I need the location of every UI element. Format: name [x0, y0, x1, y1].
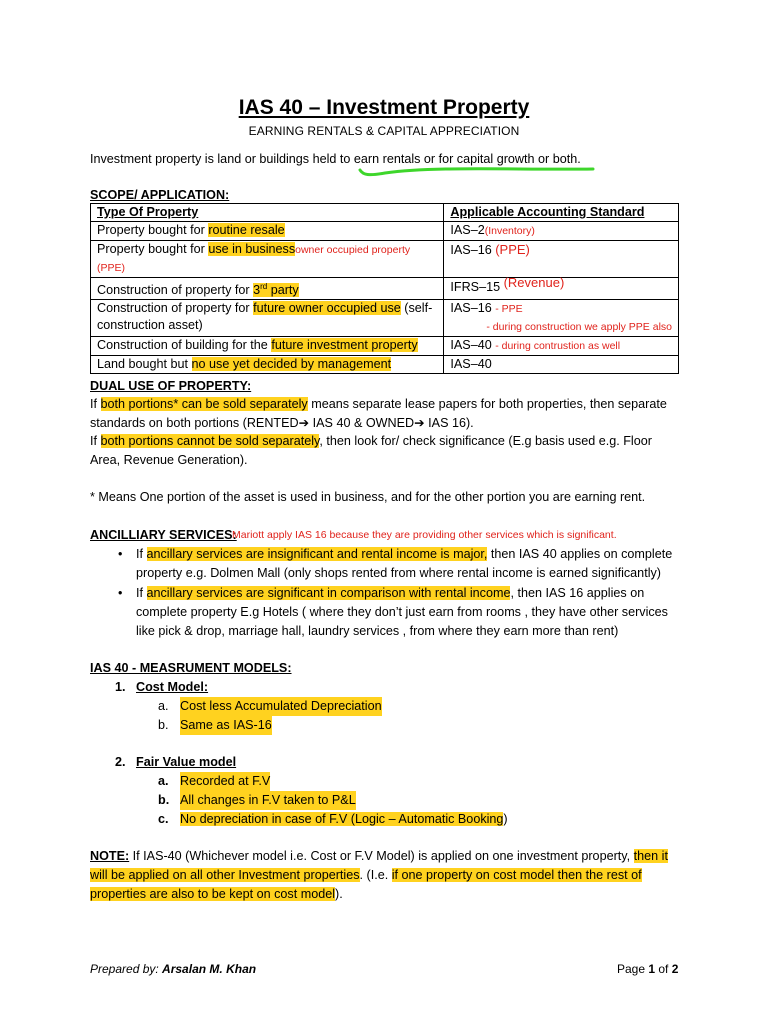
fv-item-c: No depreciation in case of F.V (Logic – Automatic Booking) — [180, 812, 508, 826]
page-subtitle: EARNING RENTALS & CAPITAL APPRECIATION — [248, 124, 520, 138]
list-number: 2. — [115, 755, 126, 769]
table-row: Construction of property for 3rd party IFRS–15 (Revenue) — [91, 278, 679, 300]
cost-model-item-b: Same as IAS-16 — [180, 716, 272, 735]
scope-heading: SCOPE/ APPLICATION: — [90, 188, 230, 202]
dual-use-footnote: * Means One portion of the asset is used in business, and for the other portion you are earning rent. — [90, 490, 646, 504]
list-letter: b. — [158, 793, 170, 807]
cost-model-label: Cost Model: — [136, 680, 209, 694]
table-header-row — [91, 204, 679, 222]
list-letter: a. — [158, 774, 169, 788]
third-party-label: 3rd party — [253, 282, 299, 298]
col-type-header: Type Of Property — [91, 204, 444, 222]
bullet-icon: • — [118, 586, 123, 600]
ancillary-heading: ANCILLIARY SERVICES: — [90, 528, 237, 542]
fair-value-model-label: Fair Value model — [136, 755, 237, 769]
list-letter: a. — [158, 699, 169, 713]
scope-table — [90, 203, 679, 374]
table-row: Land bought but no use yet decided by management IAS–40 — [91, 356, 679, 374]
list-letter: b. — [158, 718, 169, 732]
models-heading: IAS 40 - MEASRUMENT MODELS: — [90, 661, 292, 675]
note-paragraph: NOTE: If IAS-40 (Whichever model i.e. Cost or F.V Model) is applied on one investment property, then it will be applied on all other Investment properties. (I.e. if one property on cost model then the rest of properties are also to be kept on cost model). — [90, 849, 668, 901]
cost-model-item-a: Cost less Accumulated Depreciation — [180, 697, 382, 716]
dual-use-heading: DUAL USE OF PROPERTY: — [90, 379, 252, 393]
table-row: Property bought for use in businessowner occupied property (PPE) IAS–16 (PPE) — [91, 241, 679, 278]
page-title: IAS 40 – Investment Property — [238, 96, 530, 119]
green-underline-annotation — [355, 158, 605, 180]
dual-use-paragraph-1: If both portions* can be sold separately means separate lease papers for both properties, then separate standards on both portions (RENTED➔ IAS 40 & OWNED➔ IAS 16). — [90, 397, 667, 430]
fv-item-a: Recorded at F.V — [180, 772, 270, 791]
list-number: 1. — [115, 680, 126, 694]
intro-text: Investment property is land or buildings held to earn rentals or for capital growth or both. — [90, 152, 581, 166]
bullet-icon: • — [118, 547, 123, 561]
list-letter: c. — [158, 812, 169, 826]
footer-prepared-by: Prepared by: Arsalan M. Khan — [90, 962, 257, 976]
ancillary-note: Mariott apply IAS 16 because they are providing other services which is significant. — [232, 529, 617, 541]
table-row: Construction of property for future owner occupied use (self-construction asset) IAS–16 - PPE - during construction we apply PPE also — [91, 300, 679, 337]
footer-page-number: Page 1 of 2 — [617, 962, 679, 976]
ancillary-bullet-2: If ancillary services are significant in comparison with rental income, then IAS 16 applies on complete property E.g Hotels ( where they don’t just earn from rooms , they have other services like pick & drop, marriage hall, laundry services , from where they earn more than rent) — [136, 586, 668, 638]
table-row: Construction of building for the future investment property IAS–40 - during contrustion as well — [91, 337, 679, 356]
fv-item-b: All changes in F.V taken to P&L — [180, 791, 356, 810]
dual-use-paragraph-2: If both portions cannot be sold separately, then look for/ check significance (E.g basis used e.g. Floor Area, Revenue Generation). — [90, 434, 652, 467]
col-standard-header: Applicable Accounting Standard — [444, 204, 679, 222]
table-row: Property bought for routine resale IAS–2(Inventory) — [91, 222, 679, 241]
ancillary-bullet-1: If ancillary services are insignificant and rental income is major, then IAS 40 applies on complete property e.g. Dolmen Mall (only shops rented from where rental income is earned significantly) — [136, 547, 673, 580]
